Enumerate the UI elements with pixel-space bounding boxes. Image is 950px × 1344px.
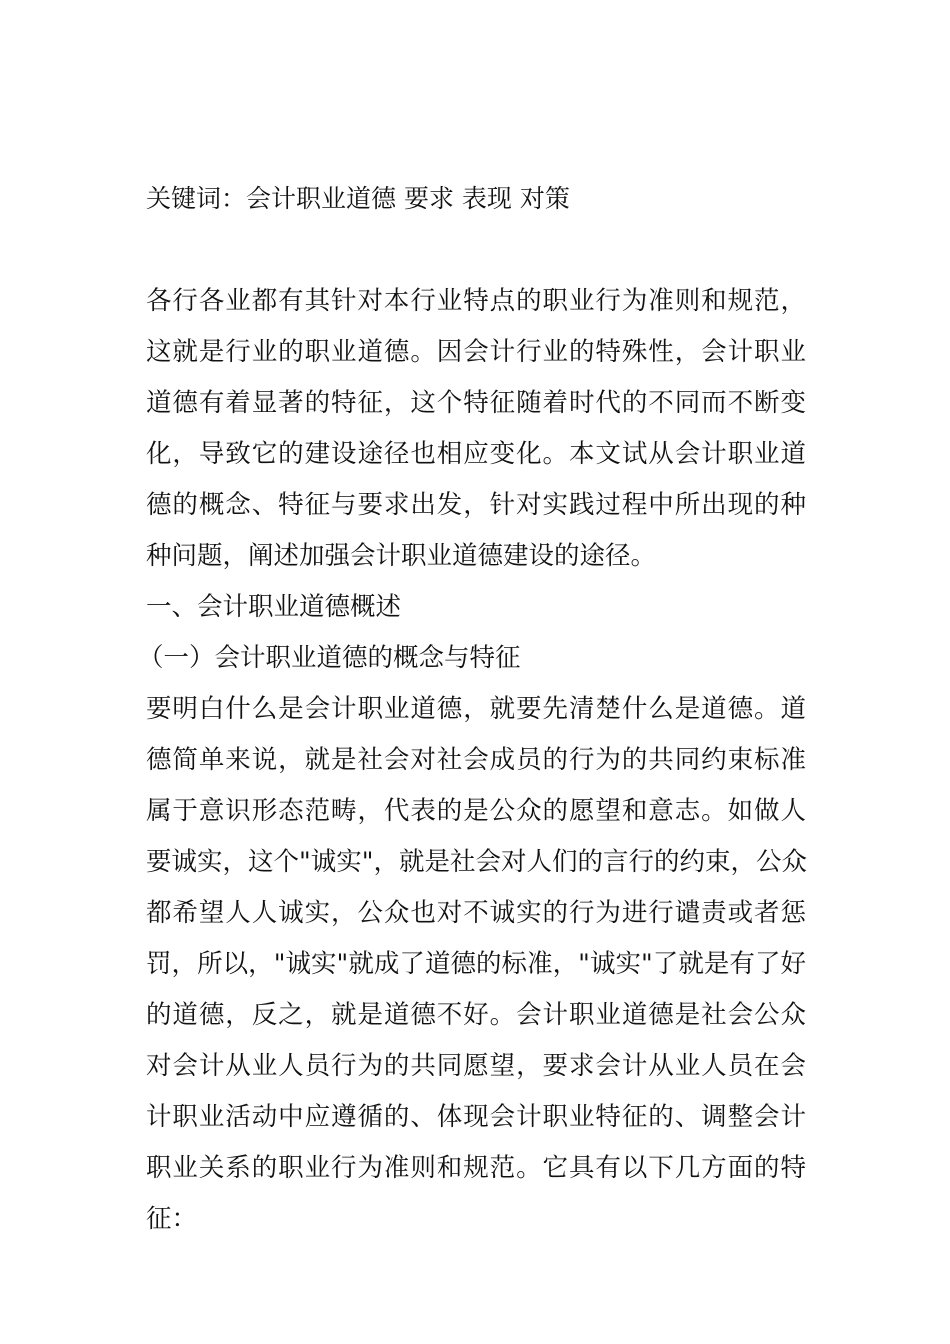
text-line: 计职业活动中应遵循的、体现会计职业特征的、调整会计: [146, 1102, 806, 1132]
text-line: 征：: [146, 1204, 198, 1234]
text-line: 职业关系的职业行为准则和规范。它具有以下几方面的特: [146, 1153, 806, 1183]
text-line: 各行各业都有其针对本行业特点的职业行为准则和规范，: [146, 286, 806, 316]
intro-paragraph: [146, 276, 806, 582]
section-heading: 一、会计职业道德概述: [146, 592, 402, 622]
text-line: 这就是行业的职业道德。因会计行业的特殊性，会计职业: [146, 337, 806, 367]
text-line: 种问题，阐述加强会计职业道德建设的途径。: [146, 541, 657, 571]
document-body: [138, 276, 807, 1245]
text-line: 的道德，反之，就是道德不好。会计职业道德是社会公众: [146, 1000, 806, 1030]
text-line: 道德有着显著的特征，这个特征随着时代的不同而不断变: [146, 388, 806, 418]
text-line: 德的概念、特征与要求出发，针对实践过程中所出现的种: [146, 490, 806, 520]
text-line: 要诚实，这个"诚实"，就是社会对人们的言行的约束，公众: [146, 847, 807, 877]
text-line: 要明白什么是会计职业道德，就要先清楚什么是道德。道: [146, 694, 806, 724]
text-line: 对会计从业人员行为的共同愿望，要求会计从业人员在会: [146, 1051, 806, 1081]
keywords-line: 关键词：会计职业道德 要求 表现 对策: [146, 184, 570, 213]
text-line: 德简单来说，就是社会对社会成员的行为的共同约束标准: [146, 745, 806, 775]
text-line: 都希望人人诚实，公众也对不诚实的行为进行谴责或者惩: [146, 898, 806, 928]
subsection-heading: （一）会计职业道德的概念与特征: [138, 643, 521, 673]
text-line: 属于意识形态范畴，代表的是公众的愿望和意志。如做人: [146, 796, 806, 826]
body-paragraph: [146, 684, 806, 1245]
text-line: 化，导致它的建设途径也相应变化。本文试从会计职业道: [146, 439, 806, 469]
text-line: 罚，所以，"诚实"就成了道德的标准，"诚实"了就是有了好: [146, 949, 806, 979]
